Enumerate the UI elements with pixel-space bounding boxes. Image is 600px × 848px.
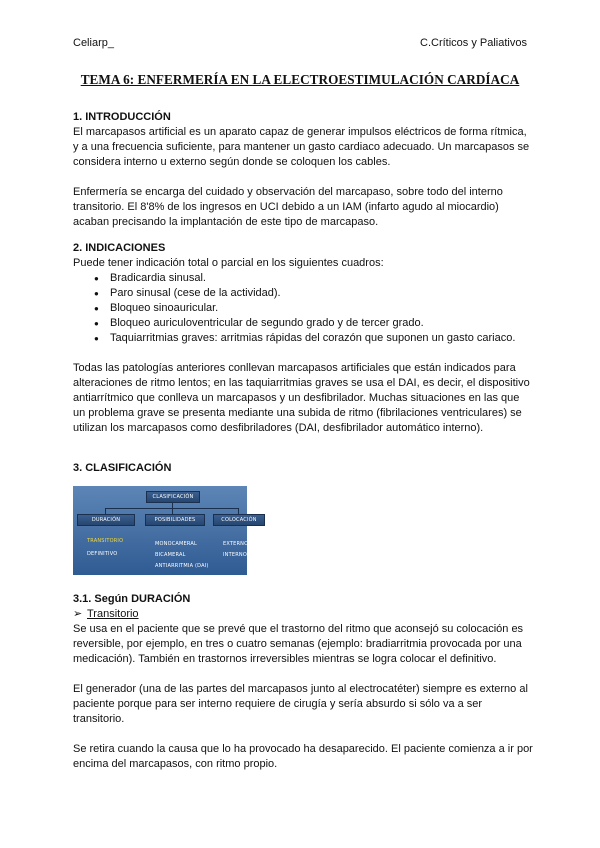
section-classification xyxy=(73,461,533,476)
duration-paragraph-1: Se usa en el paciente que se prevé que el trastorno del ritmo que aconsejó su colocación es reversible, por ejemplo, en tres o cuatro semanas (ejemplo: bradiarritmia provocada por una medicación). También en trastornos irreversibles mientras se logra colocar el definitivo. xyxy=(73,623,524,665)
intro-paragraph-1: El marcapasos artificial es un aparato capaz de generar impulsos eléctricos de forma rítmica, y a una frecuencia suficiente, para mantener un gasto cardiaco adecuado. Un marcapasos se considera interno u externo según donde se coloquen los cables. xyxy=(73,126,530,168)
arrow-bullet-icon: ➢ xyxy=(73,608,83,620)
list-item: ● Bloqueo auriculoventricular de segundo grado y de tercer grado. xyxy=(94,316,533,331)
subheading-label: Transitorio xyxy=(87,608,139,620)
heading-duration: 3.1. Según DURACIÓN xyxy=(73,593,191,605)
diagram-category-duracion: DURACIÓN xyxy=(77,514,135,526)
indications-paragraph: Todas las patologías anteriores conllevan marcapasos artificiales que están indicados para alteraciones de ritmo lentos; en las taquiarritmias graves se usa el DAI, es decir, el dispositivo antiarrítmico que conlleva un marcapasos y un desfibrilador. Muchas situaciones en las que un problema grave se presenta mediante una subida de ritmo (fibrilaciones ventriculares) se utilizan los marcapasos como desfibriladores (DAI, desfibrilador automático interno). xyxy=(73,362,530,434)
diagram-item-interno: INTERNO xyxy=(223,552,247,558)
diagram-item-antiarritmia: ANTIARRITMIA (DAI) xyxy=(155,563,209,569)
diagram-item-bicameral: BICAMERAL xyxy=(155,552,186,558)
subheading-transitorio xyxy=(73,607,533,622)
header-right: C.Críticos y Paliativos xyxy=(420,37,527,49)
diagram-root: CLASIFICACIÓN xyxy=(146,491,200,503)
diagram-item-definitivo: DEFINITIVO xyxy=(87,551,118,557)
diagram-item-externo: EXTERNO xyxy=(223,541,249,547)
section-duration xyxy=(73,592,533,772)
header-left: Celiarp_ xyxy=(73,37,114,49)
heading-classification: 3. CLASIFICACIÓN xyxy=(73,462,172,474)
duration-paragraph-2: El generador (una de las partes del marcapasos junto al electrocatéter) siempre es externo al paciente porque para ser interno requiere de cirugía y sería absurdo si sólo va a ser transitorio. xyxy=(73,683,528,725)
intro-paragraph-2: Enfermería se encarga del cuidado y observación del marcapaso, sobre todo del interno transitorio. El 8'8% de los ingresos en UCI debido a un IAM (infarto agudo al miocardio) acaban precisando la implantación de este tipo de marcapaso. xyxy=(73,186,503,228)
duration-paragraph-3: Se retira cuando la causa que lo ha provocado ha desaparecido. El paciente comienza a ir por encima del marcapasos, con ritmo propio. xyxy=(73,743,533,770)
classification-diagram xyxy=(73,486,257,575)
page-title: TEMA 6: ENFERMERÍA EN LA ELECTROESTIMULACIÓN CARDÍACA xyxy=(80,72,520,87)
heading-indications: 2. INDICACIONES xyxy=(73,242,166,254)
indications-lead: Puede tener indicación total o parcial en los siguientes cuadros: xyxy=(73,257,384,269)
list-item: ● Bloqueo sinoauricular. xyxy=(94,301,533,316)
list-item: ● Paro sinusal (cese de la actividad). xyxy=(94,286,533,301)
diagram-category-colocacion: COLOCACIÓN xyxy=(213,514,265,526)
indications-list xyxy=(73,271,533,346)
list-item: ● Taquiarritmias graves: arritmias rápidas del corazón que suponen un gasto cariaco. xyxy=(94,331,533,346)
diagram-item-monocameral: MONOCAMERAL xyxy=(155,541,197,547)
section-indications xyxy=(73,241,533,436)
diagram-item-transitorio: TRANSITORIO xyxy=(87,538,124,544)
diagram-category-posibilidades: POSIBILIDADES xyxy=(145,514,205,526)
heading-introduction: 1. INTRODUCCIÓN xyxy=(73,111,171,123)
section-introduction xyxy=(73,110,533,230)
list-item: ● Bradicardia sinusal. xyxy=(94,271,533,286)
